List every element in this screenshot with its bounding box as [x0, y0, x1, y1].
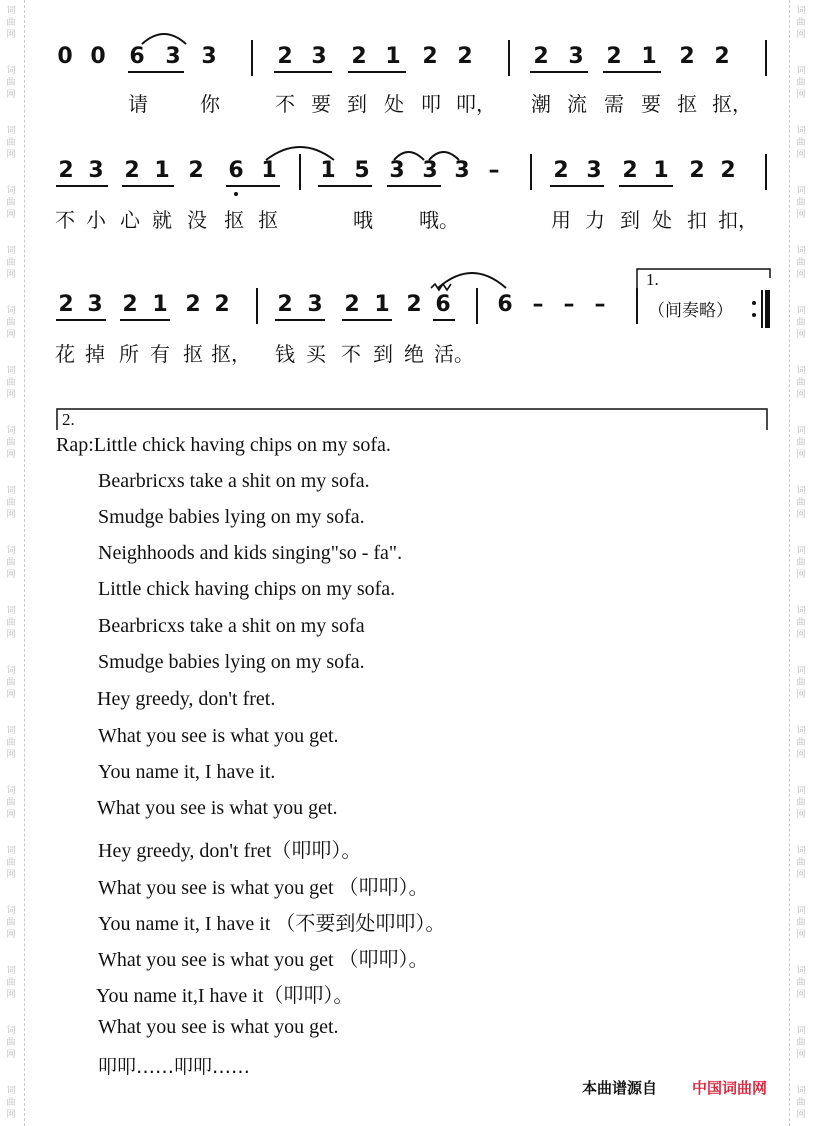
lyric-char: 钱	[275, 342, 295, 366]
watermark-char: 网	[796, 450, 806, 460]
lyric-char: 有	[150, 342, 170, 366]
lyric-char: 力	[585, 208, 605, 232]
barline	[251, 40, 253, 76]
watermark-char: 曲	[796, 1098, 806, 1108]
lyric-char: 要	[641, 92, 661, 116]
watermark-char: 网	[6, 570, 16, 580]
watermark-char: 网	[796, 270, 806, 280]
watermark-char: 词	[6, 726, 16, 736]
note: 2	[422, 44, 438, 69]
repeat-dot	[752, 301, 756, 305]
lyrics-line-2	[0, 204, 814, 234]
lyric-char: 买	[306, 342, 326, 366]
lyric-char: 请	[128, 92, 148, 116]
site-name: 中国词曲网	[692, 1079, 768, 1097]
watermark-char: 词	[796, 126, 806, 136]
beam	[122, 185, 174, 187]
note: 1	[374, 292, 390, 317]
watermark-char: 曲	[6, 318, 16, 328]
watermark-char: 曲	[6, 18, 16, 28]
watermark-char: 词	[796, 306, 806, 316]
lyric-char: 抠	[183, 342, 203, 366]
lyric-char: 到	[347, 92, 367, 116]
lyric-char: 处	[384, 92, 404, 116]
lyric-char: 抠	[677, 92, 697, 116]
watermark-char: 曲	[6, 438, 16, 448]
slur-mark	[140, 30, 190, 46]
watermark-char: 曲	[6, 978, 16, 988]
beam	[275, 319, 325, 321]
lyrics-line-1	[0, 88, 814, 118]
watermark-char: 词	[796, 66, 806, 76]
volta-2-label: 2.	[62, 410, 75, 429]
watermark-char: 词	[6, 546, 16, 556]
lyrics-line-3	[0, 338, 814, 368]
note: 2	[406, 292, 422, 317]
beam	[530, 71, 588, 73]
watermark-char: 词	[6, 246, 16, 256]
watermark-char: 词	[796, 486, 806, 496]
note: 1	[653, 158, 669, 183]
note: –	[488, 158, 500, 183]
watermark-char: 曲	[6, 558, 16, 568]
watermark-char: 词	[796, 246, 806, 256]
barline	[476, 288, 478, 324]
note: 3	[422, 158, 438, 183]
slur-mark	[262, 142, 342, 162]
note: 3	[389, 158, 405, 183]
watermark-char: 词	[796, 546, 806, 556]
note: 3	[88, 158, 104, 183]
watermark-char: 曲	[6, 918, 16, 928]
note: 1	[152, 292, 168, 317]
lyric-char: 抠	[224, 208, 244, 232]
beam	[603, 71, 661, 73]
beam	[128, 71, 184, 73]
note: 2	[277, 44, 293, 69]
watermark-char: 曲	[796, 78, 806, 88]
watermark-char: 词	[796, 1026, 806, 1036]
note: 2	[457, 44, 473, 69]
barline	[765, 154, 767, 190]
rap-line: What you see is what you get.	[98, 1016, 339, 1038]
note: 1	[320, 158, 336, 183]
repeat-barline-thick	[765, 290, 770, 328]
note: 2	[622, 158, 638, 183]
watermark-char: 曲	[796, 498, 806, 508]
note: 2	[720, 158, 736, 183]
watermark-char: 曲	[796, 318, 806, 328]
lyric-char: 哦。	[419, 208, 459, 232]
lyric-char: 处	[652, 208, 672, 232]
watermark-char: 曲	[796, 138, 806, 148]
watermark-char: 网	[6, 1110, 16, 1120]
watermark-char: 网	[796, 1050, 806, 1060]
beam	[120, 319, 170, 321]
lyric-char: 掉	[85, 342, 105, 366]
note: 3	[311, 44, 327, 69]
watermark-char: 词	[6, 906, 16, 916]
watermark-char: 网	[796, 690, 806, 700]
watermark-char: 曲	[796, 558, 806, 568]
watermark-char: 词	[796, 786, 806, 796]
lyric-char: 你	[200, 92, 220, 116]
watermark-char: 曲	[6, 258, 16, 268]
watermark-char: 曲	[796, 978, 806, 988]
watermark-char: 曲	[796, 738, 806, 748]
watermark-char: 网	[6, 90, 16, 100]
watermark-char: 词	[6, 186, 16, 196]
watermark-char: 网	[796, 810, 806, 820]
watermark-char: 网	[796, 630, 806, 640]
watermark-char: 曲	[6, 858, 16, 868]
rap-line: Smudge babies lying on my sofa.	[98, 651, 365, 673]
watermark-char: 曲	[796, 18, 806, 28]
watermark-char: 网	[6, 630, 16, 640]
lyric-char: 所	[119, 342, 139, 366]
watermark-char: 网	[6, 930, 16, 940]
note: 3	[87, 292, 103, 317]
rap-line: Bearbricxs take a shit on my sofa	[98, 615, 365, 637]
note: 2	[344, 292, 360, 317]
lyric-char: 潮	[531, 92, 551, 116]
beam	[56, 319, 106, 321]
watermark-char: 词	[6, 966, 16, 976]
lyric-char: 抠，	[211, 342, 251, 366]
barline	[530, 154, 532, 190]
octave-dot	[234, 192, 238, 196]
repeat-barline-thin	[761, 290, 763, 328]
watermark-char: 词	[6, 6, 16, 16]
watermark-char: 网	[6, 870, 16, 880]
watermark-char: 词	[796, 1086, 806, 1096]
watermark-char: 网	[6, 390, 16, 400]
lyric-char: 花	[55, 342, 75, 366]
lyric-char: 没	[187, 208, 207, 232]
rap-line: Neighhoods and kids singing"so - fa".	[98, 542, 403, 564]
note: 2	[185, 292, 201, 317]
watermark-char: 曲	[796, 258, 806, 268]
note: 2	[58, 158, 74, 183]
watermark-char: 曲	[6, 738, 16, 748]
watermark-char: 网	[6, 510, 16, 520]
watermark-char: 曲	[796, 858, 806, 868]
note: 0	[57, 44, 73, 69]
barline	[256, 288, 258, 324]
beam	[348, 71, 406, 73]
watermark-char: 网	[6, 750, 16, 760]
beam	[433, 319, 455, 321]
lyric-char: 扣，	[718, 208, 758, 232]
watermark-char: 网	[796, 30, 806, 40]
barline	[508, 40, 510, 76]
source-label: 本曲谱源自	[582, 1079, 658, 1097]
note: 2	[122, 292, 138, 317]
note: 2	[351, 44, 367, 69]
lyric-char: 要	[311, 92, 331, 116]
note: 5	[354, 158, 370, 183]
watermark-char: 曲	[6, 1098, 16, 1108]
watermark-char: 网	[6, 1050, 16, 1060]
watermark-char: 曲	[6, 498, 16, 508]
note: 1	[385, 44, 401, 69]
watermark-char: 词	[6, 306, 16, 316]
watermark-char: 曲	[6, 618, 16, 628]
beam	[226, 185, 280, 187]
note: 3	[201, 44, 217, 69]
lyric-char: 不	[341, 342, 361, 366]
note: 2	[714, 44, 730, 69]
watermark-char: 曲	[796, 438, 806, 448]
trill-mark	[430, 282, 454, 292]
lyric-char: 就	[152, 208, 172, 232]
slur-mark	[427, 148, 467, 162]
watermark-char: 网	[6, 810, 16, 820]
watermark-char: 词	[6, 846, 16, 856]
watermark-char: 网	[6, 450, 16, 460]
watermark-char: 曲	[6, 1038, 16, 1048]
lyric-char: 抠，	[712, 92, 752, 116]
rap-line: You name it,I have it（叩叩）。	[96, 985, 354, 1007]
watermark-char: 网	[796, 330, 806, 340]
watermark-char: 词	[6, 606, 16, 616]
beam	[56, 185, 108, 187]
note: 2	[124, 158, 140, 183]
note: –	[563, 292, 575, 317]
watermark-char: 词	[6, 1026, 16, 1036]
note: 1	[641, 44, 657, 69]
watermark-char: 网	[796, 930, 806, 940]
note: 2	[553, 158, 569, 183]
watermark-char: 词	[6, 786, 16, 796]
note: 3	[165, 44, 181, 69]
rap-line: 叩叩……叩叩……	[98, 1056, 251, 1078]
watermark-char: 网	[6, 270, 16, 280]
beam	[318, 185, 372, 187]
watermark-char: 词	[796, 6, 806, 16]
watermark-char: 网	[796, 990, 806, 1000]
watermark-char: 网	[6, 210, 16, 220]
watermark-char: 词	[6, 66, 16, 76]
lyric-char: 抠	[258, 208, 278, 232]
barline	[765, 40, 767, 76]
lyric-char: 用	[551, 208, 571, 232]
watermark-char: 网	[796, 750, 806, 760]
beam	[387, 185, 441, 187]
watermark-char: 词	[6, 366, 16, 376]
lyric-char: 扣	[687, 208, 707, 232]
watermark-char: 词	[6, 426, 16, 436]
watermark-char: 网	[796, 390, 806, 400]
watermark-char: 网	[796, 1110, 806, 1120]
rap-line: You name it, I have it （不要到处叩叩）。	[98, 913, 446, 935]
slur-mark	[392, 148, 432, 162]
note: 6	[435, 292, 451, 317]
watermark-char: 曲	[6, 78, 16, 88]
watermark-char: 网	[6, 30, 16, 40]
rap-line: Hey greedy, don't fret.	[97, 688, 276, 710]
watermark-char: 词	[796, 666, 806, 676]
watermark-char: 曲	[6, 798, 16, 808]
rap-line: You name it, I have it.	[98, 761, 276, 783]
watermark-char: 词	[6, 666, 16, 676]
watermark-char: 曲	[796, 618, 806, 628]
watermark-char: 词	[6, 1086, 16, 1096]
watermark-char: 曲	[6, 138, 16, 148]
interlude-note: （间奏略）	[648, 301, 733, 321]
lyric-char: 流	[567, 92, 587, 116]
watermark-char: 词	[796, 846, 806, 856]
watermark-char: 网	[6, 330, 16, 340]
rap-line: What you see is what you get （叩叩）。	[98, 877, 429, 899]
rap-line: Bearbricxs take a shit on my sofa.	[98, 470, 370, 492]
watermark-char: 网	[796, 210, 806, 220]
note: 2	[58, 292, 74, 317]
lyric-char: 需	[604, 92, 624, 116]
note: 3	[454, 158, 470, 183]
lyric-char: 活。	[434, 342, 474, 366]
watermark-char: 网	[6, 990, 16, 1000]
watermark-char: 曲	[796, 1038, 806, 1048]
watermark-char: 词	[796, 726, 806, 736]
rap-line: Smudge babies lying on my sofa.	[98, 506, 365, 528]
rap-line: What you see is what you get.	[97, 797, 338, 819]
watermark-char: 曲	[796, 918, 806, 928]
watermark-char: 词	[796, 966, 806, 976]
note: 6	[228, 158, 244, 183]
volta-1-label: 1.	[646, 270, 659, 289]
watermark-char: 网	[796, 90, 806, 100]
lyric-char: 不	[55, 208, 75, 232]
note: 0	[90, 44, 106, 69]
watermark-char: 网	[796, 870, 806, 880]
note: 2	[188, 158, 204, 183]
watermark-char: 曲	[6, 198, 16, 208]
watermark-char: 词	[796, 426, 806, 436]
lyric-char: 叩，	[456, 92, 496, 116]
watermark-char: 曲	[796, 378, 806, 388]
rap-line: Hey greedy, don't fret（叩叩）。	[98, 840, 362, 862]
rap-line: What you see is what you get.	[98, 725, 339, 747]
barline	[299, 154, 301, 190]
rap-line: What you see is what you get （叩叩）。	[98, 949, 429, 971]
watermark-char: 词	[6, 486, 16, 496]
lyric-char: 绝	[404, 342, 424, 366]
note: 6	[497, 292, 513, 317]
watermark-char: 词	[796, 186, 806, 196]
note: 2	[214, 292, 230, 317]
watermark-char: 词	[796, 906, 806, 916]
repeat-dot	[752, 313, 756, 317]
lyric-char: 哦	[353, 208, 373, 232]
note: 2	[689, 158, 705, 183]
lyric-char: 心	[120, 208, 140, 232]
watermark-char: 曲	[796, 198, 806, 208]
note: 2	[606, 44, 622, 69]
watermark-char: 曲	[796, 798, 806, 808]
beam	[619, 185, 673, 187]
note: –	[594, 292, 606, 317]
score-line-1	[0, 44, 814, 84]
beam	[342, 319, 392, 321]
watermark-char: 词	[796, 366, 806, 376]
note: 1	[261, 158, 277, 183]
note: –	[532, 292, 544, 317]
lyric-char: 不	[275, 92, 295, 116]
note: 2	[679, 44, 695, 69]
note: 3	[307, 292, 323, 317]
volta-2-bracket	[56, 408, 770, 432]
watermark-char: 词	[6, 126, 16, 136]
watermark-char: 曲	[6, 378, 16, 388]
note: 3	[586, 158, 602, 183]
note: 2	[277, 292, 293, 317]
lyric-char: 叩	[421, 92, 441, 116]
note: 6	[129, 44, 145, 69]
watermark-char: 曲	[6, 678, 16, 688]
watermark-char: 网	[796, 570, 806, 580]
note: 3	[568, 44, 584, 69]
watermark-char: 词	[796, 606, 806, 616]
score-line-2	[0, 158, 814, 198]
rap-line: Little chick having chips on my sofa.	[98, 578, 396, 600]
lyric-char: 到	[373, 342, 393, 366]
rap-line: Rap:Little chick having chips on my sofa.	[56, 434, 391, 456]
watermark-char: 网	[6, 150, 16, 160]
lyric-char: 到	[620, 208, 640, 232]
watermark-char: 曲	[796, 678, 806, 688]
beam	[550, 185, 604, 187]
note: 1	[154, 158, 170, 183]
lyric-char: 小	[86, 208, 106, 232]
watermark-char: 网	[796, 150, 806, 160]
note: 2	[533, 44, 549, 69]
watermark-char: 网	[796, 510, 806, 520]
beam	[274, 71, 332, 73]
watermark-char: 网	[6, 690, 16, 700]
